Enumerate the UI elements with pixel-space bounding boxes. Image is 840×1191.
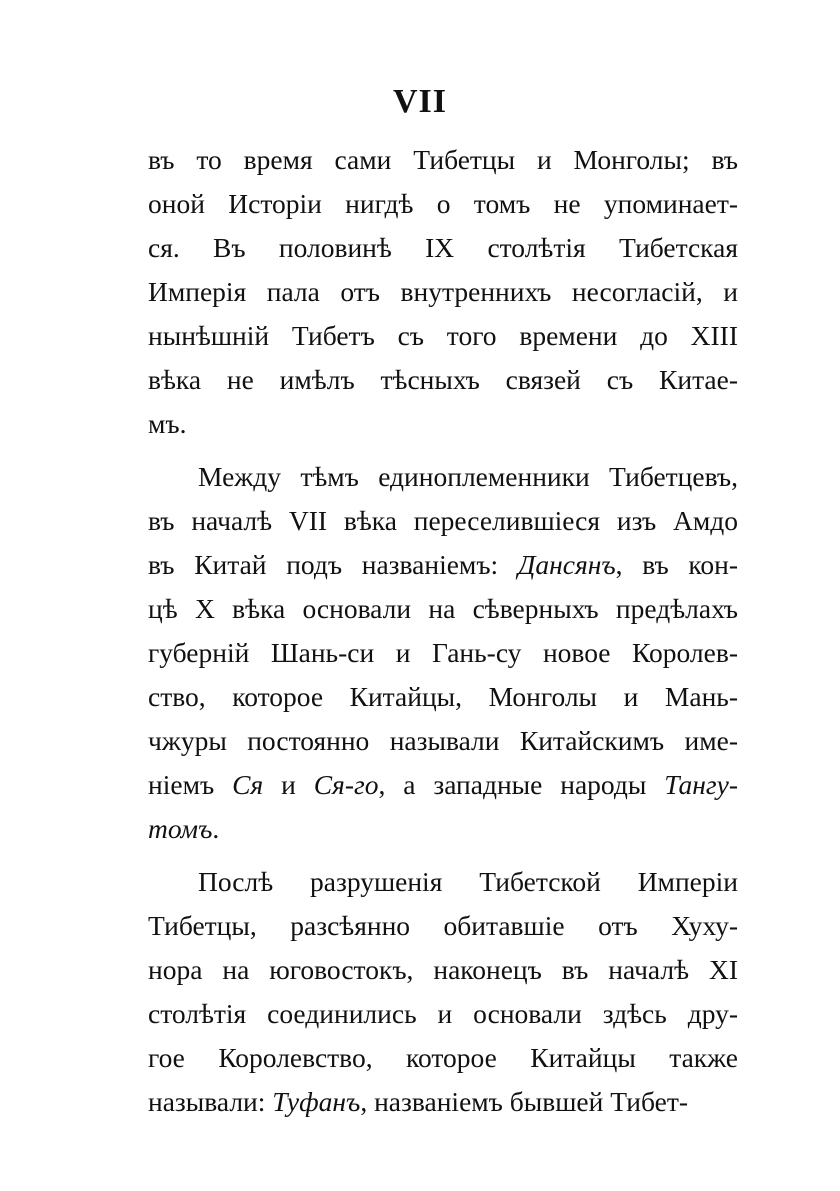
- paragraph: [148, 860, 738, 1124]
- text-segment: ся. Въ половинѣ IX столѣтія Тибетская: [148, 232, 738, 263]
- text-segment: въ Китай подъ названіемъ:: [148, 549, 518, 580]
- text-line: [148, 226, 738, 270]
- text-line: [148, 860, 738, 904]
- text-segment: вѣка не имѣлъ тѣсныхъ связей съ Китае-: [148, 364, 738, 395]
- paragraph: [148, 138, 738, 446]
- text-segment: Тибетцы, разсѣянно обитавшіе отъ Хуху-: [148, 910, 738, 941]
- text-line: [148, 719, 738, 763]
- text-segment: нора на юговостокъ, наконецъ въ началѣ XI: [148, 954, 738, 985]
- text-segment: , названіемъ бывшей Тибет-: [360, 1086, 689, 1117]
- text-line: [148, 904, 738, 948]
- text-segment: , въ кон-: [615, 549, 738, 580]
- text-line: [148, 138, 738, 182]
- text-segment: чжуры постоянно называли Китайскимъ име-: [148, 725, 738, 756]
- text-segment: въ то время сами Тибетцы и Монголы; въ: [148, 144, 738, 175]
- text-segment: .: [212, 813, 220, 844]
- paragraph: [148, 455, 738, 851]
- text-segment: Имперія пала отъ внутреннихъ несогласій, и: [148, 276, 738, 307]
- text-line: [148, 455, 738, 499]
- text-line: [148, 358, 738, 402]
- text-line: [148, 402, 738, 446]
- text-line: [148, 182, 738, 226]
- text-segment: Между тѣмъ единоплеменники Тибетцевъ,: [198, 461, 738, 492]
- text-segment: оной Исторіи нигдѣ о томъ не упоминает-: [148, 188, 738, 219]
- text-line: [148, 675, 738, 719]
- text-line: [148, 543, 738, 587]
- page-number: VII: [392, 83, 448, 120]
- paragraph-gap: [148, 446, 738, 455]
- text-line: [148, 499, 738, 543]
- text-segment: ство, которое Китайцы, Монголы и Мань-: [148, 681, 738, 712]
- italic-text: Дансянъ: [517, 549, 616, 580]
- text-segment: нынѣшній Тибетъ съ того времени до XIII: [148, 320, 738, 351]
- text-line: [148, 631, 738, 675]
- text-segment: Послѣ разрушенія Тибетской Имперіи: [198, 866, 738, 897]
- text-segment: губерній Шань-си и Гань-су новое Королев-: [148, 637, 738, 668]
- text-line: [148, 948, 738, 992]
- body-text: [148, 138, 738, 1124]
- text-segment: и: [263, 769, 314, 800]
- italic-text: томъ: [148, 813, 213, 844]
- text-line: [148, 314, 738, 358]
- text-line: [148, 807, 738, 851]
- text-segment: ніемъ: [148, 769, 233, 800]
- text-line: [148, 992, 738, 1036]
- text-segment: , а западные народы: [378, 769, 665, 800]
- text-segment: столѣтія соединились и основали здѣсь дру-: [148, 998, 738, 1029]
- text-segment: гое Королевство, которое Китайцы также: [148, 1042, 738, 1073]
- text-line: [148, 587, 738, 631]
- text-segment: мъ.: [148, 408, 187, 439]
- text-line: [148, 1080, 738, 1124]
- text-segment: называли:: [148, 1086, 273, 1117]
- text-line: [148, 270, 738, 314]
- text-line: [148, 763, 738, 807]
- italic-text: Ся: [232, 769, 264, 800]
- paragraph-gap: [148, 851, 738, 860]
- italic-text: Туфанъ: [272, 1086, 361, 1117]
- italic-text: Ся-го: [313, 769, 379, 800]
- text-segment: въ началѣ VII вѣка переселившіеся изъ Амдо: [148, 505, 738, 536]
- text-line: [148, 1036, 738, 1080]
- text-segment: цѣ X вѣка основали на сѣверныхъ предѣлахъ: [148, 593, 738, 624]
- italic-text: Тангу-: [664, 769, 739, 800]
